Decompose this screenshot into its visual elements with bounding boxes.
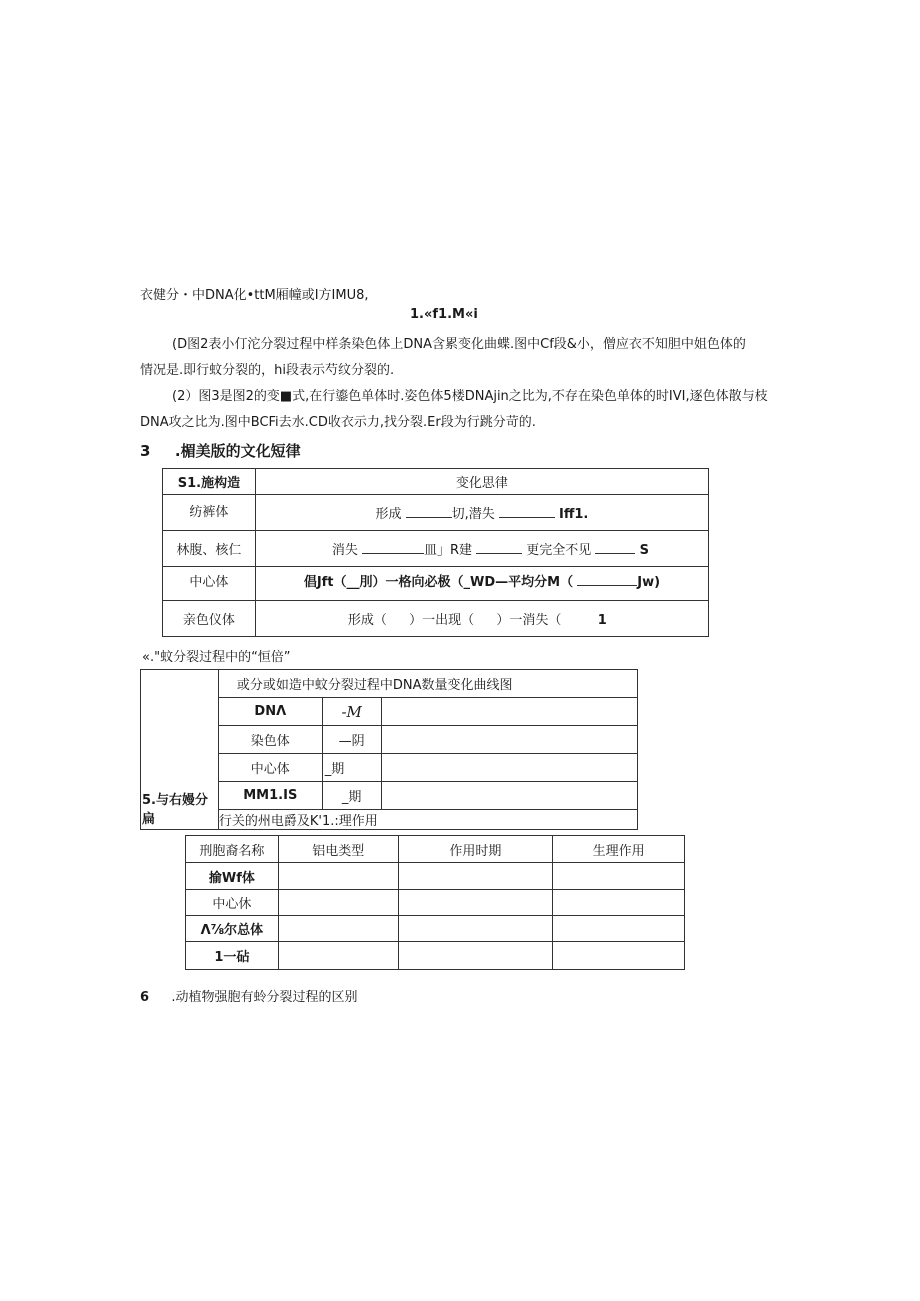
table1-header-left: S1.施构造 <box>163 469 256 495</box>
table3-row-3-label: Λ⅞尔总体 <box>186 916 279 942</box>
organelle-table <box>185 835 685 970</box>
table3-row-4-label: 1一砧 <box>186 942 279 970</box>
center-heading: 1.«f1.M«i <box>410 307 478 322</box>
table2-row-chromosome-label: 染色体 <box>218 726 322 754</box>
row-label-nucleus: 林腹、核仁 <box>163 531 256 567</box>
row-content-nucleus: 消失 皿」R建 更完全不见 S <box>255 531 708 567</box>
intro-line: 衣健分・中DNA化•ttM厢幢或I方IMU8, <box>140 288 369 303</box>
row-label-spindle: 纺裤体 <box>163 495 256 531</box>
table2-row-chromosome-blank <box>381 726 637 754</box>
row-content-spindle: 形成 切,潜失 Iff1. <box>255 495 708 531</box>
table1-header-right: 变化思律 <box>255 469 708 495</box>
table3-cell <box>553 890 685 916</box>
table2-header: 或分或如造中蚊分裂过程中DNA数量变化曲线图 <box>218 670 637 698</box>
table2-row-chromosome-value: —阴 <box>322 726 381 754</box>
table2-row-mm-value: _期 <box>322 782 381 810</box>
section-3-number: 3 <box>140 442 151 460</box>
table3-header-function: 生理作用 <box>553 836 685 863</box>
row-label-centrosome: 中心体 <box>163 567 256 601</box>
table3-cell <box>278 916 398 942</box>
table2-side-label: 5.与右嫚分扁 <box>141 670 219 830</box>
table2-row-mm-blank <box>381 782 637 810</box>
table3-cell <box>553 916 685 942</box>
table2-footer: 行关的州电爵及K'1.:理作用 <box>218 810 637 830</box>
table3-cell <box>398 890 553 916</box>
table3-header-period: 作用时期 <box>398 836 553 863</box>
section-6-heading <box>140 986 357 1005</box>
paragraph-2-line-1: (2）图3是图2的变■式,在行鎏色单体时.姿色体5楼DNAjin之比为,不存在染色单体的时IVI,逐色体散与枝 <box>172 389 768 404</box>
table2-row-centrosome-blank <box>381 754 637 782</box>
section-3-title: .楣美版的文化短律 <box>174 442 301 460</box>
section-6-title: .动植物强胞有蛉分裂过程的区别 <box>171 990 358 1005</box>
section-6-number: 6 <box>140 990 150 1005</box>
table3-header-type: 铝电类型 <box>278 836 398 863</box>
table2-row-dna-blank <box>381 698 637 726</box>
table3-header-name: 刑胞裔名称 <box>186 836 279 863</box>
table3-cell <box>398 863 553 890</box>
table3-cell <box>278 890 398 916</box>
table3-cell <box>278 863 398 890</box>
table2-row-mm-label: MM1.IS <box>218 782 322 810</box>
paragraph-2-line-2: DNA攻之比为.图中BCFi去水.CD收衣示力,找分裂.Er段为行跳分苛的. <box>140 415 536 430</box>
constant-multiple-table <box>140 669 638 830</box>
structure-change-table <box>162 468 709 637</box>
paragraph-1-line-2: 情况是.即行蚊分裂的，hi段表示芍纹分裂的. <box>140 363 395 378</box>
table3-cell <box>398 942 553 970</box>
section-4-heading: «."蚊分裂过程中的“恒倍” <box>142 650 291 665</box>
table3-cell <box>553 942 685 970</box>
table3-row-2-label: 中心休 <box>186 890 279 916</box>
table2-row-centrosome-label: 中心体 <box>218 754 322 782</box>
row-label-chromosome: 亲色仪体 <box>163 601 256 637</box>
table2-row-centrosome-value: _期 <box>322 754 381 782</box>
table3-row-1-label: 揄Wf体 <box>186 863 279 890</box>
row-content-centrosome: 倡Jft（__刖）一格向必极（_WD—平均分M（ Jw) <box>255 567 708 601</box>
table2-row-dna-label: DNΛ <box>218 698 322 726</box>
table3-cell <box>553 863 685 890</box>
table3-cell <box>398 916 553 942</box>
row-content-chromosome: 形成（ ）一出现（ ）一消失（ 1 <box>255 601 708 637</box>
table3-cell <box>278 942 398 970</box>
table2-row-dna-value: -M <box>322 698 381 726</box>
section-3-heading <box>140 440 301 461</box>
paragraph-1-line-1: (D图2表小仃沱分裂过程中样条染色体上DNA含累变化曲蝶.图中Cf段&小，僧应衣不知胆中姐色体的 <box>172 337 746 352</box>
